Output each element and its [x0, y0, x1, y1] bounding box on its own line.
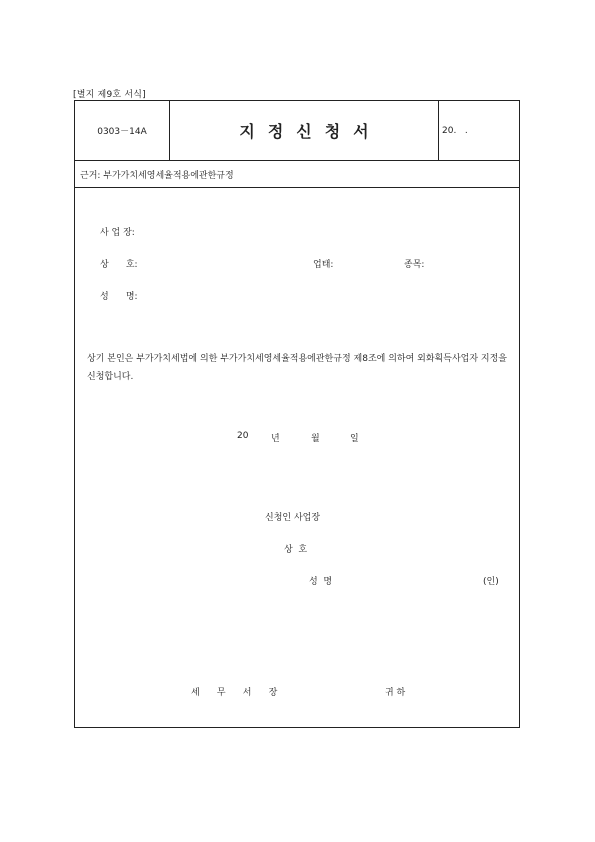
name-label: 성 명:: [100, 292, 138, 302]
legal-basis: 근거: 부가가치세영세율적용에관한규정: [75, 161, 519, 188]
addressee-honorific: 귀 하: [385, 688, 406, 698]
applicant-name: 성 명: [309, 577, 333, 587]
date-year-prefix: 20: [237, 431, 249, 441]
seal-mark: (인): [483, 577, 499, 587]
business-type-label: 업태:: [313, 260, 334, 270]
business-site-label: 사 업 장:: [100, 228, 135, 238]
date-day: 일: [350, 434, 359, 444]
tax-office-addressee: 세 무 서 장: [191, 688, 278, 698]
date-month: 월: [311, 434, 320, 444]
applicant-heading: 신청인 사업장: [265, 513, 321, 523]
form-date: 20. .: [442, 125, 468, 136]
form-title: 지정신청서: [170, 101, 439, 160]
application-statement: 상기 본인은 부가가치세법에 의한 부가가치세영세율적용에관한규정 제8조에 의하여 외화획득사업자 지정을 신청합니다.: [87, 354, 507, 382]
business-item-label: 종목:: [404, 260, 425, 270]
applicant-trade-name: 상 호: [284, 545, 308, 555]
trade-name-label: 상 호:: [100, 260, 138, 270]
form-reference: [별지 제9호 서식]: [73, 90, 146, 100]
form-header: [75, 101, 519, 161]
form-code: 0303－14A: [75, 101, 170, 160]
date-year: 년: [271, 434, 280, 444]
application-form: [74, 100, 520, 728]
